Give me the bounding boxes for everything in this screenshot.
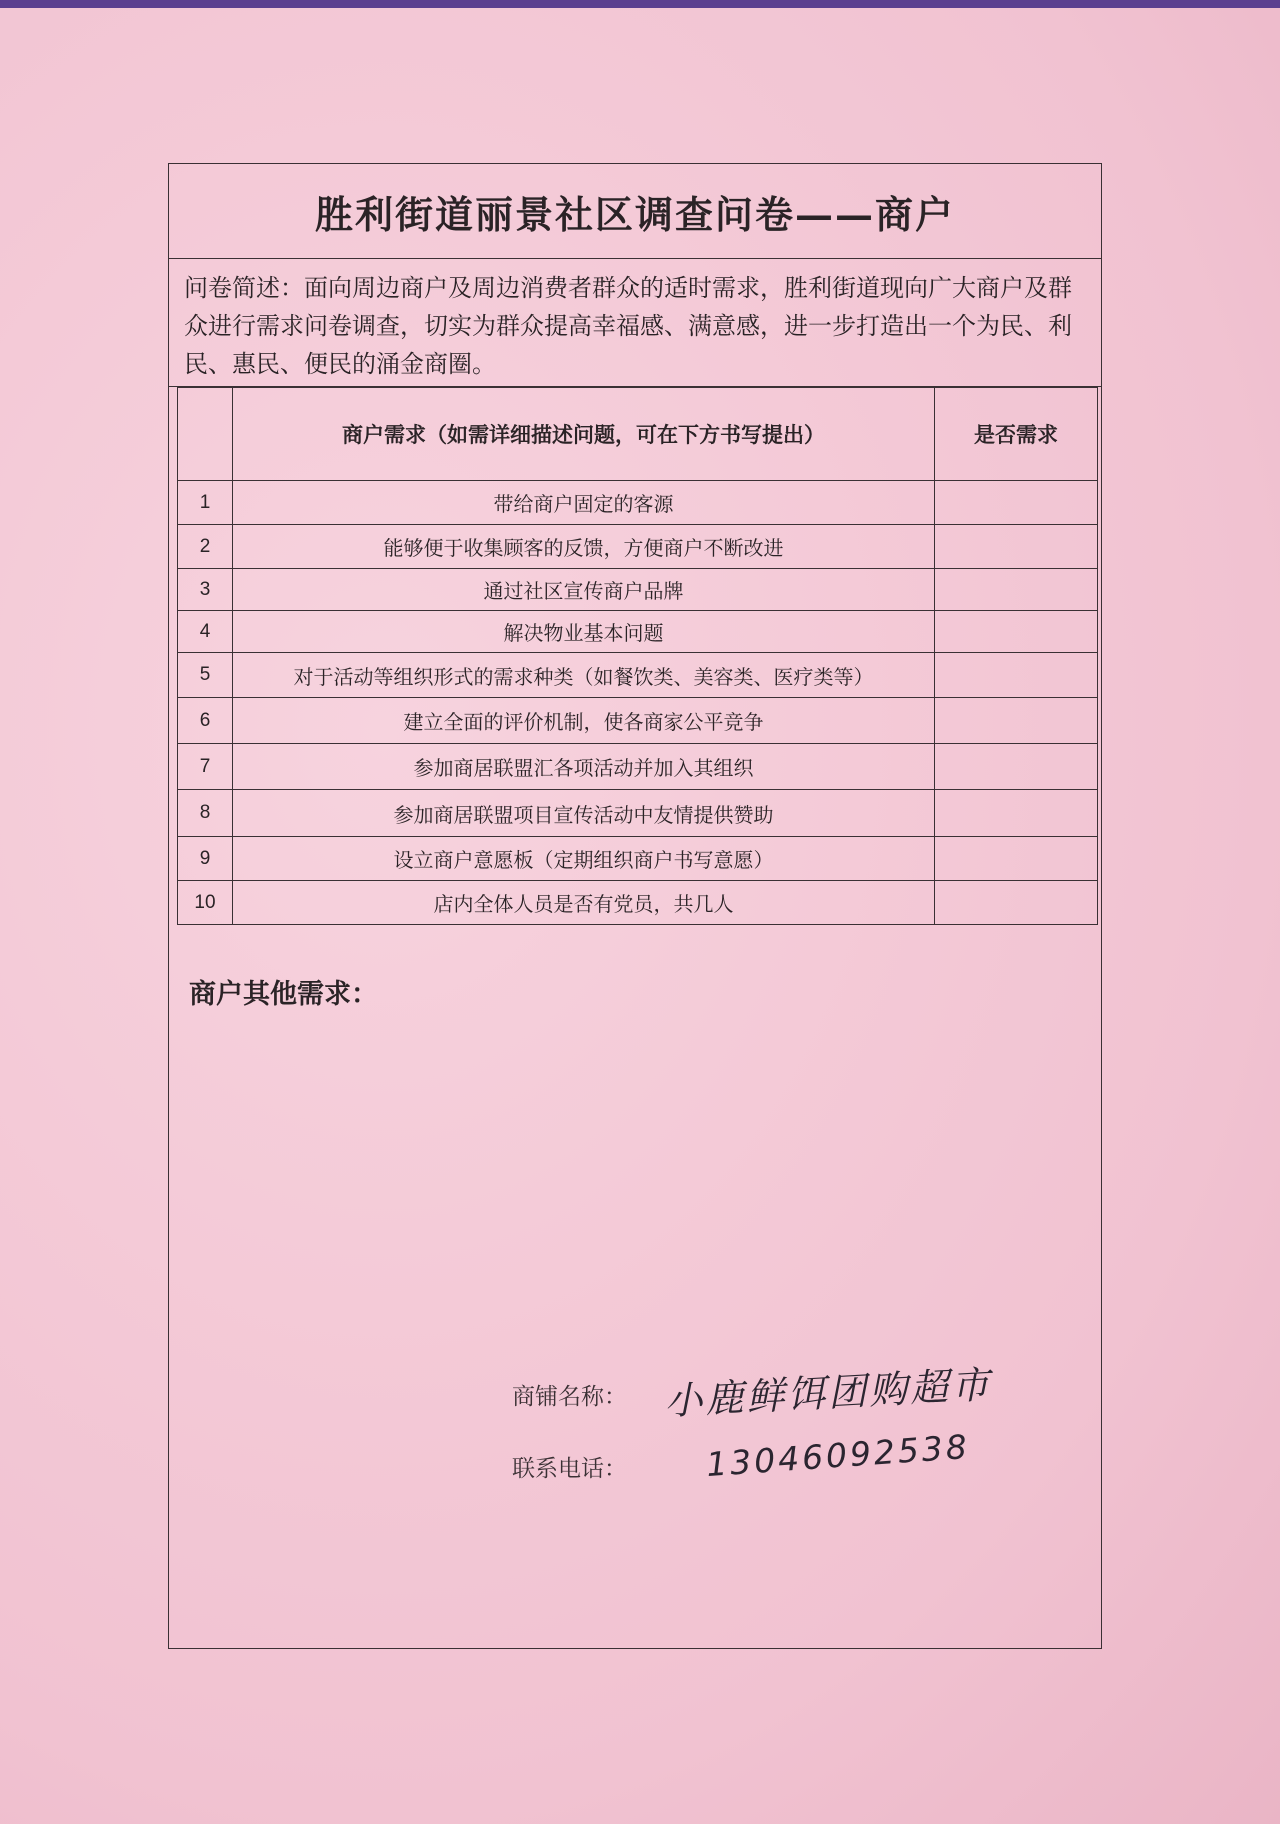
row-needed-cell[interactable]: [935, 698, 1098, 744]
table-row: [178, 653, 1098, 698]
top-edge-strip: [0, 0, 1280, 8]
row-number: 6: [178, 698, 233, 744]
row-requirement: 通过社区宣传商户品牌: [233, 569, 935, 611]
header-needed: 是否需求: [935, 388, 1098, 481]
shop-name-handwriting: 小鹿鲜饵团购超市: [663, 1362, 994, 1424]
row-number: 9: [178, 837, 233, 881]
phone-label: 联系电话：: [512, 1456, 627, 1482]
row-needed-cell[interactable]: [935, 653, 1098, 698]
table-row: [178, 611, 1098, 653]
row-requirement: 参加商居联盟项目宣传活动中友情提供赞助: [233, 790, 935, 837]
table-row: [178, 525, 1098, 569]
table-row: [178, 790, 1098, 837]
table-row: [178, 881, 1098, 925]
row-needed-cell[interactable]: [935, 790, 1098, 837]
row-needed-cell[interactable]: [935, 744, 1098, 790]
table-row: [178, 481, 1098, 525]
table-row: [178, 744, 1098, 790]
row-requirement: 建立全面的评价机制，使各商家公平竞争: [233, 698, 935, 744]
row-requirement: 能够便于收集顾客的反馈，方便商户不断改进: [233, 525, 935, 569]
header-requirement: 商户需求（如需详细描述问题，可在下方书写提出）: [233, 388, 935, 481]
row-requirement: 参加商居联盟汇各项活动并加入其组织: [233, 744, 935, 790]
table-row: [178, 837, 1098, 881]
row-number: 10: [178, 881, 233, 925]
row-needed-cell[interactable]: [935, 569, 1098, 611]
row-needed-cell[interactable]: [935, 525, 1098, 569]
row-requirement: 对于活动等组织形式的需求种类（如餐饮类、美容类、医疗类等）: [233, 653, 935, 698]
survey-form: [168, 163, 1102, 1649]
row-number: 2: [178, 525, 233, 569]
row-number: 8: [178, 790, 233, 837]
table-row: [178, 569, 1098, 611]
row-number: 5: [178, 653, 233, 698]
row-requirement: 店内全体人员是否有党员，共几人: [233, 881, 935, 925]
table-row: [178, 698, 1098, 744]
page-title: 胜利街道丽景社区调查问卷——商户: [169, 164, 1101, 259]
table-header-row: [178, 388, 1098, 481]
row-requirement: 解决物业基本问题: [233, 611, 935, 653]
row-number: 4: [178, 611, 233, 653]
header-num-cell: [178, 388, 233, 481]
row-number: 1: [178, 481, 233, 525]
row-number: 7: [178, 744, 233, 790]
row-needed-cell[interactable]: [935, 837, 1098, 881]
phone-handwriting: 13046092538: [704, 1426, 971, 1485]
shop-name-label: 商铺名称：: [512, 1384, 627, 1410]
row-needed-cell[interactable]: [935, 881, 1098, 925]
row-needed-cell[interactable]: [935, 481, 1098, 525]
row-requirement: 带给商户固定的客源: [233, 481, 935, 525]
survey-description: 问卷简述：面向周边商户及周边消费者群众的适时需求，胜利街道现向广大商户及群众进行需求问卷调查，切实为群众提高幸福感、满意感，进一步打造出一个为民、利民、惠民、便民的涌金商圈。: [169, 259, 1101, 387]
requirements-table: [177, 387, 1098, 925]
row-number: 3: [178, 569, 233, 611]
other-requirements-label: 商户其他需求：: [189, 979, 378, 1010]
row-needed-cell[interactable]: [935, 611, 1098, 653]
row-requirement: 设立商户意愿板（定期组织商户书写意愿）: [233, 837, 935, 881]
